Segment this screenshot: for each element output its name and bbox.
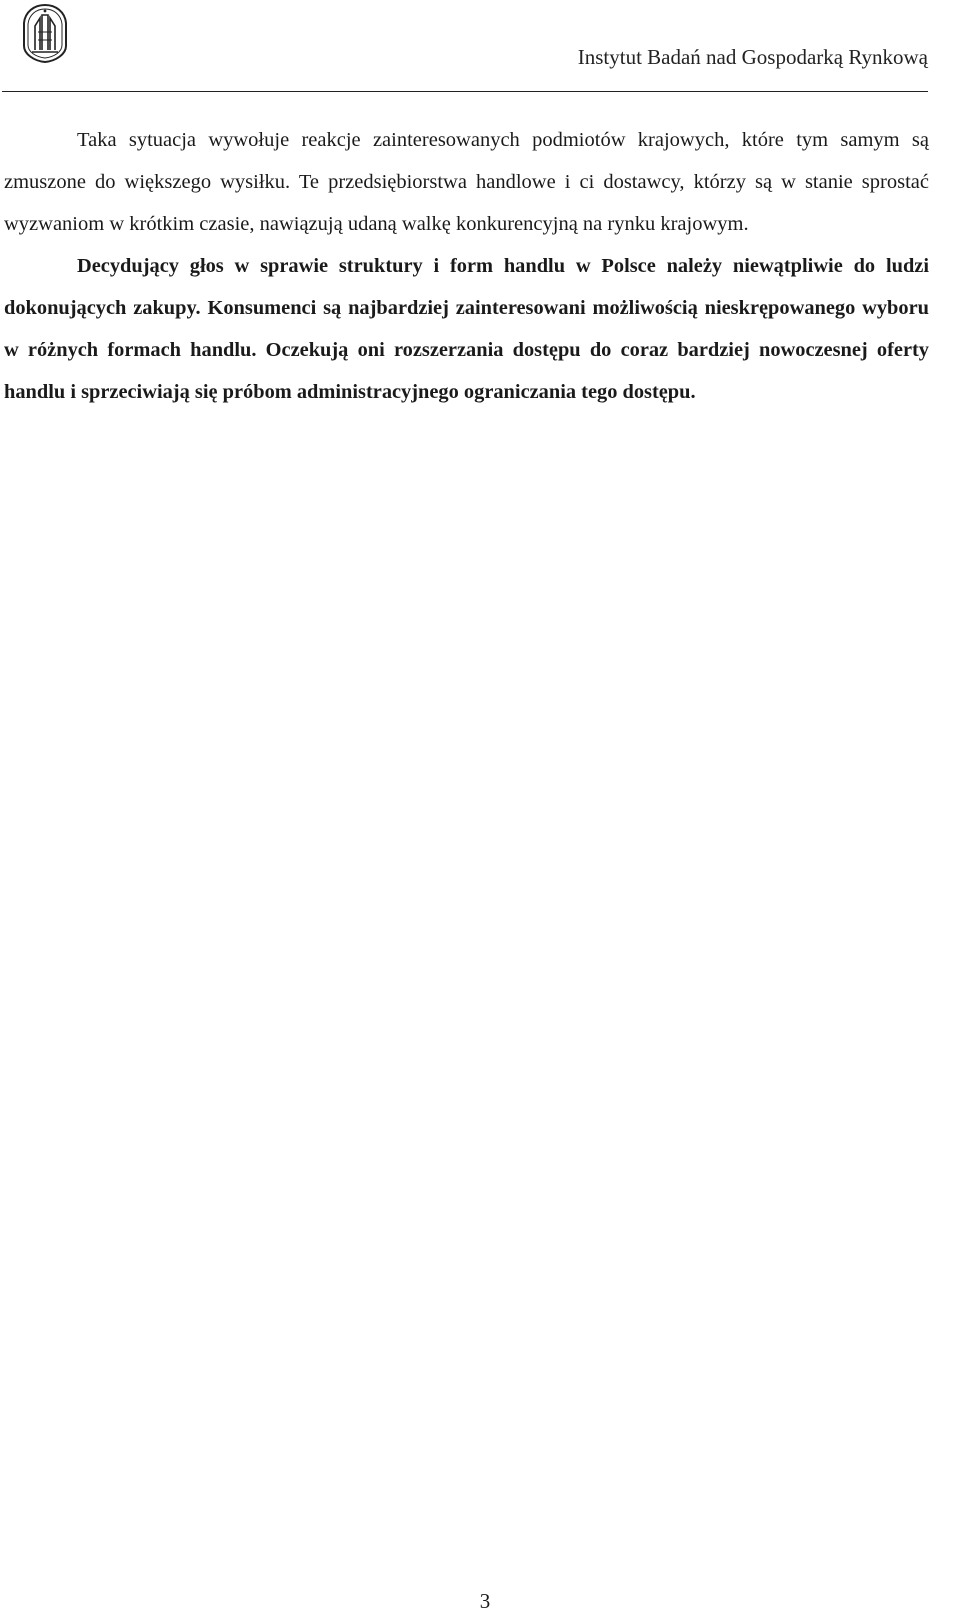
institute-logo: [20, 2, 70, 64]
document-body: [4, 119, 929, 413]
page-number: 3: [479, 1589, 491, 1613]
header-institute-name: Instytut Badań nad Gospodarką Rynkową: [577, 45, 928, 69]
paragraph-2-bold: Decydujący głos w sprawie struktury i form handlu w Polsce należy niewątpliwie do ludzi dokonujących zakupy. Konsumenci są najbardziej zainteresowani możliwością nieskrępowanego wyboru w różnych formach handlu. Oczekują oni rozszerzania dostępu do coraz bardziej nowoczesnej oferty handlu i sprzeciwiają się próbom administracyjnego ograniczania tego dostępu.: [4, 255, 929, 403]
paragraph-1: Taka sytuacja wywołuje reakcje zainteresowanych podmiotów krajowych, które tym samym są zmuszone do większego wysiłku. Te przedsiębiorstwa handlowe i ci dostawcy, którzy są w stanie sprostać wyzwaniom w krótkim czasie, nawiązują udaną walkę konkurencyjną na rynku krajowym.: [4, 129, 929, 235]
header-divider: [2, 91, 928, 92]
